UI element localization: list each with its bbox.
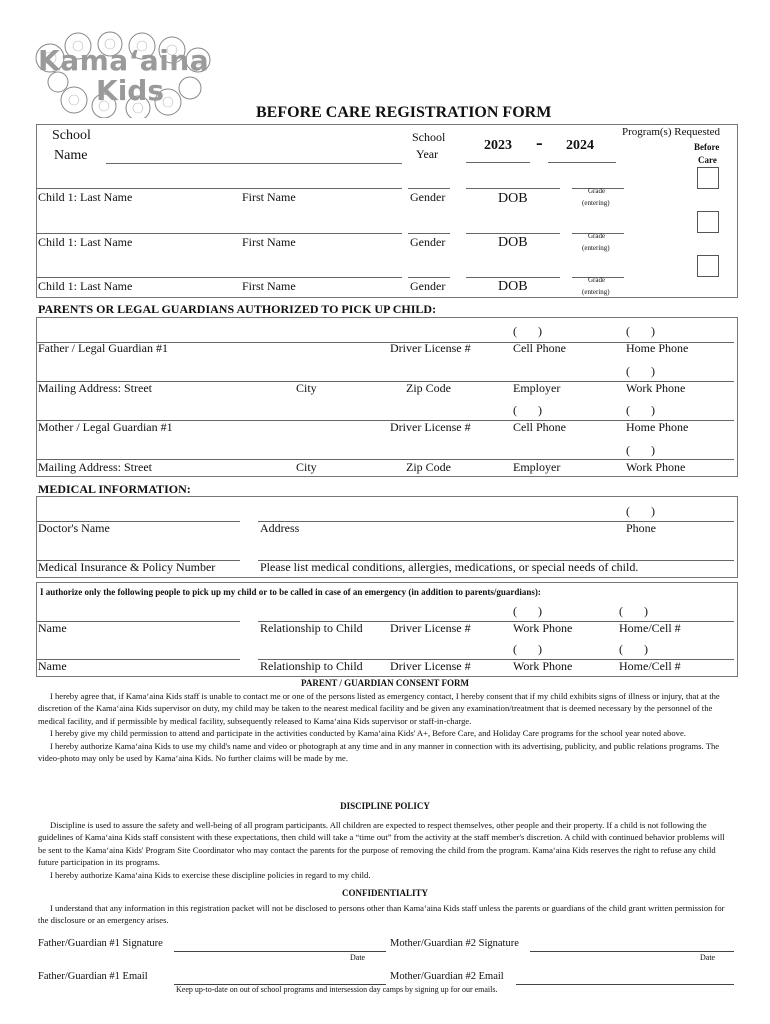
child2-first-name-label: First Name <box>242 235 296 249</box>
child3-first-name-label: First Name <box>242 279 296 293</box>
child1-grade-label: Grade <box>588 187 606 195</box>
emergency2-work-label: Work Phone <box>513 659 573 673</box>
mother-employer-label: Employer <box>513 460 561 474</box>
father-email-label: Father/Guardian #1 Email <box>38 971 148 982</box>
father-home-label: Home Phone <box>626 341 689 355</box>
school-year-label-1: School <box>412 130 446 144</box>
confidentiality-text <box>38 902 732 927</box>
doctor-address-label: Address <box>260 521 300 535</box>
emergency1-name-label: Name <box>38 621 67 635</box>
child1-last-name-label: Child 1: Last Name <box>38 190 133 204</box>
child1-entering-label: (entering) <box>582 199 610 207</box>
discipline-title: DISCIPLINE POLICY <box>340 801 430 811</box>
emergency2-relationship-label: Relationship to Child <box>260 659 363 673</box>
mother-work-paren: ( ) <box>626 443 655 457</box>
emergency2-work-paren: ( ) <box>513 642 542 656</box>
mother-home-label: Home Phone <box>626 420 689 434</box>
consent-title: PARENT / GUARDIAN CONSENT FORM <box>300 678 469 688</box>
father-employer-label: Employer <box>513 381 561 395</box>
mother-date-label: Date <box>700 953 716 962</box>
insurance-label: Medical Insurance & Policy Number <box>38 560 216 574</box>
emergency2-license-label: Driver License # <box>390 659 471 673</box>
father-license-label: Driver License # <box>390 341 471 355</box>
father-city-label: City <box>296 381 317 395</box>
guardians-heading: PARENTS OR LEGAL GUARDIANS AUTHORIZED TO PICK UP CHILD: <box>38 302 437 316</box>
consent-paragraph-2: I hereby give my child permission to attend and participate in the activities conducted by Kamaʻaina Kids' A+, Before Care, and Holiday Care programs for the school year noted above. <box>50 728 686 739</box>
father-signature-label: Father/Guardian #1 Signature <box>38 938 163 949</box>
logo-text-line2: Kids <box>96 74 165 107</box>
emergency1-relationship-label: Relationship to Child <box>260 621 363 635</box>
emergency1-work-label: Work Phone <box>513 621 573 635</box>
mother-label: Mother / Legal Guardian #1 <box>38 420 173 434</box>
conditions-label: Please list medical conditions, allergies, medications, or special needs of child. <box>260 560 639 574</box>
child2-gender-label: Gender <box>410 235 446 249</box>
year-dash: - <box>536 132 543 154</box>
discipline-text <box>38 819 732 881</box>
mother-email-field[interactable] <box>516 984 734 985</box>
before-care-checkbox-child3[interactable] <box>697 255 719 277</box>
form-title: BEFORE CARE REGISTRATION FORM <box>256 104 552 121</box>
child3-grade-label: Grade <box>588 276 606 284</box>
logo-text-line1: Kamaʻaina <box>38 44 210 77</box>
footer-note: Keep up-to-date on out of school programs and intersession day camps by signing up for our emails. <box>176 985 498 994</box>
mother-signature-field[interactable] <box>530 951 734 952</box>
mother-mailing-label: Mailing Address: Street <box>38 460 152 474</box>
mother-cell-label: Cell Phone <box>513 420 566 434</box>
child3-last-name-label: Child 1: Last Name <box>38 279 133 293</box>
mother-signature-label: Mother/Guardian #2 Signature <box>390 938 519 949</box>
father-cell-paren: ( ) <box>513 324 542 338</box>
medical-phone-paren: ( ) <box>626 504 655 518</box>
father-cell-label: Cell Phone <box>513 341 566 355</box>
emergency1-home-label: Home/Cell # <box>619 621 681 635</box>
school-year-label-2: Year <box>416 147 439 161</box>
child1-first-name-label: First Name <box>242 190 296 204</box>
emergency-heading: I authorize only the following people to pick up my child or to be called in case of an emergency (in addition to parents/guardians): <box>40 587 541 597</box>
father-work-paren: ( ) <box>626 364 655 378</box>
father-home-paren: ( ) <box>626 324 655 338</box>
father-date-label: Date <box>350 953 366 962</box>
consent-paragraph-1: I hereby agree that, if Kamaʻaina Kids staff is unable to contact me or one of the persons listed as emergency contact, I hereby consent that if my child exhibits signs of illness or injury, that at the discretion of the Kamaʻaina Kids supervisor on duty, my child may be taken to the nearest medical facility and be given any examination/treatment that is deemed necessary by the personnel of the medical facility, and if permissible by medical facility, subsequently released to Kamaʻaina Kids supervisor or staff-in-charge. <box>38 691 720 726</box>
doctor-label: Doctor's Name <box>38 521 110 535</box>
logo <box>30 30 220 118</box>
consent-text <box>38 690 732 764</box>
before-care-label-2: Care <box>698 155 717 165</box>
child2-entering-label: (entering) <box>582 244 610 252</box>
doctor-phone-label: Phone <box>626 521 656 535</box>
child-info-box <box>36 124 738 298</box>
mother-zip-label: Zip Code <box>406 460 451 474</box>
emergency2-home-paren: ( ) <box>619 642 648 656</box>
emergency1-home-paren: ( ) <box>619 604 648 618</box>
emergency1-work-paren: ( ) <box>513 604 542 618</box>
child1-dob-label: DOB <box>498 191 528 206</box>
year-start: 2023 <box>484 138 512 153</box>
emergency2-name-label: Name <box>38 659 67 673</box>
before-care-checkbox-child1[interactable] <box>697 167 719 189</box>
mother-home-paren: ( ) <box>626 403 655 417</box>
mother-email-label: Mother/Guardian #2 Email <box>390 971 504 982</box>
year-end-line <box>548 162 616 163</box>
before-care-label-1: Before <box>694 142 720 152</box>
confidentiality-paragraph-1: I understand that any information in this registration packet will not be disclosed to persons other than Kamaʻaina Kids staff unless the parents or guardians of the child grant written permission for the disclosure or an emergency arises. <box>38 903 725 926</box>
confidentiality-title: CONFIDENTIALITY <box>341 888 428 898</box>
mother-work-label: Work Phone <box>626 460 686 474</box>
father-zip-label: Zip Code <box>406 381 451 395</box>
child3-dob-label: DOB <box>498 279 528 294</box>
consent-paragraph-3: I hereby authorize Kamaʻaina Kids to use my child's name and video or photograph at any time and in any manner in connection with its advertising, publicity, and public relations programs. The video-photo may only be used by Kamaʻaina Kids. No further claims will be made by me. <box>38 740 720 764</box>
school-label: School <box>52 128 91 143</box>
name-label: Name <box>54 148 88 163</box>
emergency1-license-label: Driver License # <box>390 621 471 635</box>
mother-license-label: Driver License # <box>390 420 471 434</box>
mother-city-label: City <box>296 460 317 474</box>
school-name-field[interactable] <box>106 163 402 164</box>
discipline-paragraph-1: Discipline is used to assure the safety and well-being of all program participants. All children are expected to respect themselves, other people and their property. If a child is not following the guidelines of Kamaʻaina Kids staff consistent with these expectations, then child will take a “time out” from the activity at the staff member's discretion. A child with continued behavior problems will be sent to the Kamaʻaina Kids' Program Site Coordinator who may contact the parents for the purpose of removing the child from the program. Kamaʻaina Kids reserves the right to refuse any child future participation in its programs. <box>38 820 725 868</box>
father-mailing-label: Mailing Address: Street <box>38 381 152 395</box>
emergency2-home-label: Home/Cell # <box>619 659 681 673</box>
child3-gender-label: Gender <box>410 279 446 293</box>
father-work-label: Work Phone <box>626 381 686 395</box>
mother-cell-paren: ( ) <box>513 403 542 417</box>
child2-grade-label: Grade <box>588 232 606 240</box>
medical-heading: MEDICAL INFORMATION: <box>38 482 191 496</box>
child2-dob-label: DOB <box>498 235 528 250</box>
year-end: 2024 <box>566 138 594 153</box>
child3-entering-label: (entering) <box>582 288 610 296</box>
father-label: Father / Legal Guardian #1 <box>38 341 168 355</box>
child1-gender-label: Gender <box>410 190 446 204</box>
before-care-checkbox-child2[interactable] <box>697 211 719 233</box>
year-start-line <box>466 162 530 163</box>
child2-last-name-label: Child 1: Last Name <box>38 235 133 249</box>
discipline-paragraph-2: I hereby authorize Kamaʻaina Kids to exercise these discipline policies in regard to my child. <box>50 869 371 880</box>
father-signature-field[interactable] <box>174 951 386 952</box>
programs-label: Program(s) Requested <box>622 126 721 138</box>
